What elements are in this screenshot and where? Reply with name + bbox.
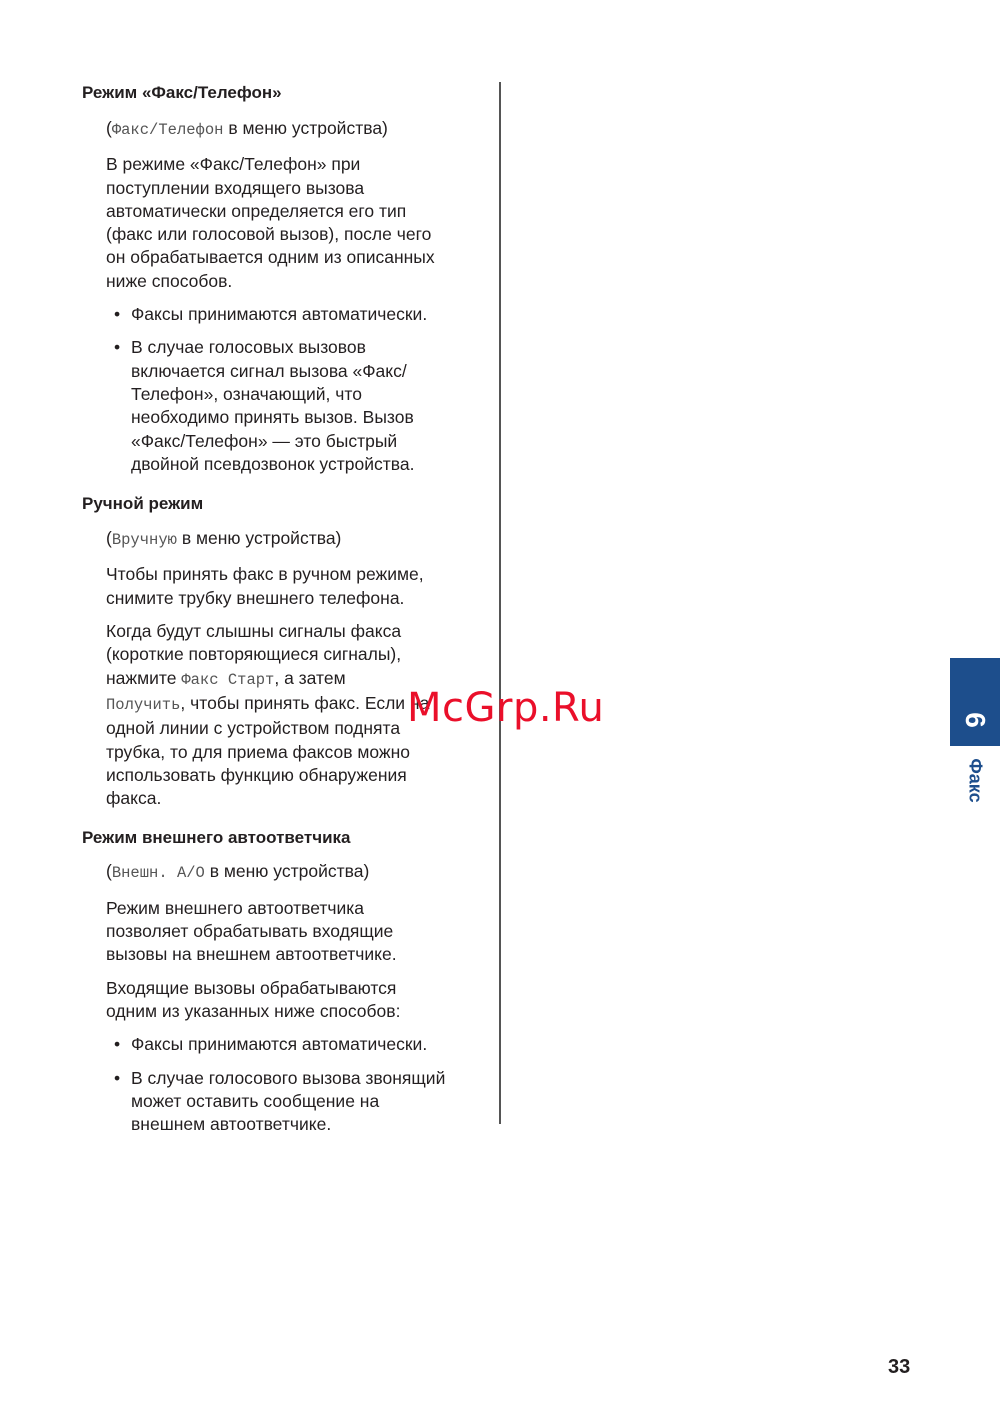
list-item: • Факсы принимаются автоматически. [131,1033,492,1056]
page-number: 33 [888,1356,911,1378]
menu-name: Получить [106,695,181,714]
chapter-tab [950,658,1000,746]
key-name: Факс Старт [181,670,275,689]
chapter-label: Факс [965,758,986,803]
list-item: • В случае голосовых вызовов включается сигнал вызова «Факс/ Телефон», означающий, что необходимо принять вызов. Вызов «Факс/Телефон» — это быстрый двойной псевдозвонок устройства. [131,336,492,476]
heading-manual: Ручной режим [82,494,204,514]
paragraph: В режиме «Факс/Телефон» при поступлении входящего вызова автоматически определяется его тип (факс или голосовой вызов), после чего он обрабатывается одним из описанных ниже способов. [106,154,435,291]
list-item: • В случае голосового вызова звонящий может оставить сообщение на внешнем автоответчике. [131,1067,492,1137]
menu-name: Факс/Телефон [111,121,224,139]
main-column [82,82,492,1136]
menu-name: Внешн. А/О [111,864,205,883]
menu-name: Вручную [111,531,177,550]
watermark: McGrp.Ru [407,685,605,731]
menu-note-tad: (Внешн. А/О в меню устройства) [106,861,370,883]
paragraph: Входящие вызовы обрабатываются одним из указанных ниже способов: [106,977,401,1021]
list-item: • Факсы принимаются автоматически. [131,303,492,326]
chapter-number: 6 [959,712,991,728]
paragraph: Режим внешнего автоответчика позволяет обрабатывать входящие вызовы на внешнем автоответчике. [106,897,397,965]
heading-tad: Режим внешнего автоответчика [82,828,351,848]
paragraph: Чтобы принять факс в ручном режиме, снимите трубку внешнего телефона. [106,564,424,608]
paragraph: Когда будут слышны сигналы факса (короткие повторяющиеся сигналы), нажмите Факс Старт, а затем Получить, чтобы принять факс. Если на одной линии с устройством поднята трубка, то для приема факсов можно использовать функцию обнаружения факса. [106,621,430,809]
menu-note-fax-tel: (Факс/Телефон в меню устройства) [106,118,388,139]
heading-fax-tel: Режим «Факс/Телефон» [82,83,282,102]
bullet-list [82,1033,492,1136]
bullet-list [82,303,492,476]
menu-note-manual: (Вручную в меню устройства) [106,528,342,550]
column-divider [499,82,501,1124]
